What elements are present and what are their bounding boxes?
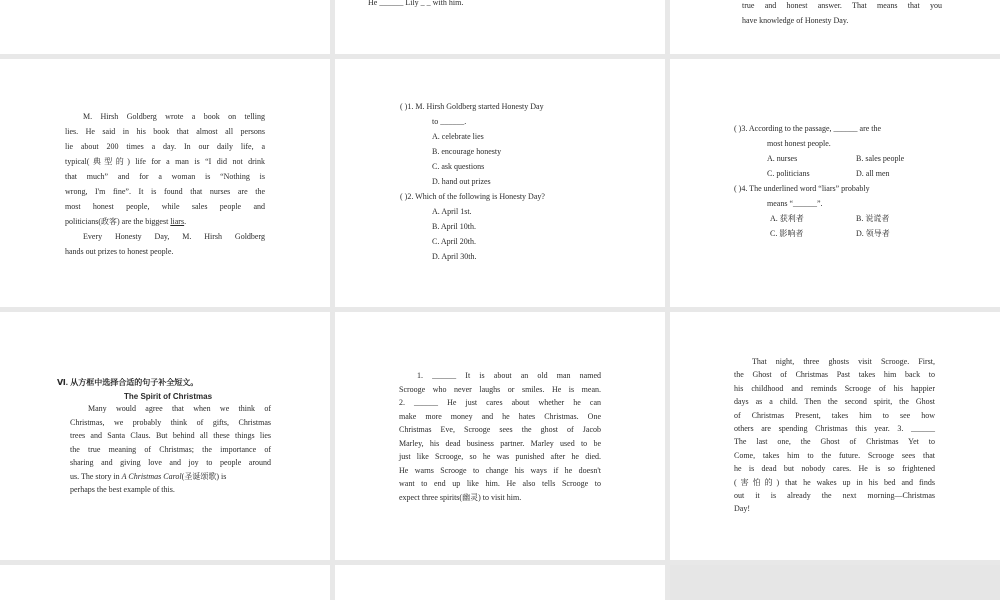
christmas-line-text: us. The story in — [70, 471, 122, 481]
christmas-line: Christmas, we probably think of gifts, Christmas — [70, 417, 271, 427]
page-cell-r3-left — [0, 565, 330, 600]
ghosts-line: others are spending Christmas this year. 3. ______ — [734, 424, 935, 434]
honesty-text-line-2: have knowledge of Honesty Day. — [742, 16, 849, 25]
page-cell-questions-1-2 — [335, 59, 665, 307]
scrooge-line: just like Scrooge, so he was punished after he died. — [399, 452, 601, 461]
christmas-passage — [70, 402, 271, 497]
question-3-stem-cont: most honest people. — [767, 139, 831, 148]
goldberg-line: lie about 200 times a day. In our daily life, a — [65, 142, 265, 151]
ghosts-line: out it is already the next morning—Christmas — [734, 491, 935, 501]
question-3-stem: ( )3. According to the passage, ______ are the — [734, 124, 882, 133]
ghosts-line: his childhood and reminds Scrooge of his happier — [734, 383, 935, 393]
question-1-option: D. hand out prizes — [432, 177, 491, 186]
page-cell-r3-middle — [335, 565, 665, 600]
scrooge-line: 1. ______ It is about an old man named — [417, 371, 601, 380]
question-2-option: D. April 30th. — [432, 252, 477, 261]
ghosts-passage — [734, 355, 935, 516]
scrooge-line: Christmas Eve, Scrooge sees the ghost of Jacob — [399, 425, 601, 434]
question-1-stem: ( )1. M. Hirsh Goldberg started Honesty Day — [400, 102, 544, 111]
question-1-option: A. celebrate lies — [432, 132, 484, 141]
ghosts-line: The last one, the Ghost of Christmas Yet to — [734, 437, 935, 447]
page-cell-ghosts — [670, 312, 1000, 560]
page-cell-r0-right — [670, 0, 1000, 54]
christmas-line: Many would agree that when we think of — [88, 404, 271, 413]
christmas-line: trees and Santa Claus. But behind all these things lies — [70, 431, 271, 440]
christmas-line-text: (圣诞颂歌) is — [181, 471, 227, 481]
goldberg-line: M. Hirsh Goldberg wrote a book on telling — [83, 112, 265, 121]
goldberg-line: lies. He said in his book that almost all persons — [65, 127, 265, 136]
christmas-line-carol — [70, 470, 271, 484]
christmas-line: sharing and giving love and joy to people around — [70, 458, 271, 467]
ghosts-line: (害怕的) that he wakes up in his bed and finds — [734, 477, 935, 487]
goldberg-line: Every Honesty Day, M. Hirsh Goldberg — [83, 232, 265, 241]
ghosts-line: Day! — [734, 504, 750, 514]
scrooge-line: Marley, his dead business partner. Marley used to be — [399, 438, 601, 448]
christmas-line: the true meaning of Christmas; the importance of — [70, 444, 271, 454]
question-2-stem: ( )2. Which of the following is Honesty Day? — [400, 192, 545, 201]
question-2-option: B. April 10th. — [432, 222, 477, 231]
page-cell-r0-middle — [335, 0, 665, 54]
page-cell-r0-left — [0, 0, 330, 54]
question-4-stem-cont: means “______”. — [767, 199, 823, 208]
question-4-option: D. 领导者 — [856, 229, 890, 238]
scrooge-line: want to end up like him. He also tells Scrooge to — [399, 479, 601, 488]
page-cell-questions-3-4 — [670, 59, 1000, 307]
ghosts-line: the Ghost of Christmas Past takes him back to — [734, 370, 935, 380]
goldberg-line: that much” and for a woman is “Nothing is — [65, 172, 265, 181]
question-3-option: D. all men — [856, 169, 890, 178]
scrooge-line: make more money and he hates Christmas. One — [399, 411, 601, 421]
page-cell-section-vi — [0, 312, 330, 560]
question-4-option: A. 获利者 — [770, 214, 804, 223]
goldberg-line: wrong, I'm fine”. It is found that nurses are the — [65, 187, 265, 196]
goldberg-line: typical(典型的) life for a man is “I did not drink — [65, 157, 265, 166]
question-3-option: B. sales people — [856, 154, 905, 163]
section-vi-heading: Ⅵ. 从方框中选择合适的句子补全短文。 — [57, 378, 199, 387]
question-1-stem-cont: to ______. — [432, 117, 467, 126]
page-cell-scrooge — [335, 312, 665, 560]
question-4-option: C. 影响者 — [770, 229, 804, 238]
christmas-line: perhaps the best example of this. — [70, 485, 175, 494]
scrooge-line: expect three spirits(幽灵) to visit him. — [399, 492, 522, 502]
ghosts-line: he is dead but nobody cares. He is so frightened — [734, 464, 935, 474]
scrooge-line: He warns Scrooge to change his ways if he doesn't — [399, 465, 601, 475]
question-3-option: A. nurses — [767, 154, 798, 163]
honesty-text-line-1: true and honest answer. That means that you — [742, 1, 942, 10]
question-3-option: C. politicians — [767, 169, 810, 178]
page-cell-goldberg — [0, 59, 330, 307]
question-1-option: C. ask questions — [432, 162, 485, 171]
question-2-option: A. April 1st. — [432, 207, 472, 216]
page-cell-r3-right-empty — [670, 565, 1000, 600]
ghosts-line: days as a child. Then the second spirit, the Ghost — [734, 397, 935, 407]
question-4-option: B. 说谎者 — [856, 214, 890, 223]
goldberg-line-text: politicians(政客) are the biggest — [65, 217, 171, 226]
ghosts-line: That night, three ghosts visit Scrooge. First, — [752, 357, 935, 366]
question-1-option: B. encourage honesty — [432, 147, 502, 156]
underlined-word: liars — [170, 217, 185, 226]
punctuation: . — [184, 217, 187, 226]
goldberg-line: hands out prizes to honest people. — [65, 247, 174, 256]
question-2-option: C. April 20th. — [432, 237, 477, 246]
scrooge-line: 2. ______ He just cares about whether he can — [399, 398, 601, 407]
scrooge-line: Scrooge who never laughs or smiles. He is mean. — [399, 384, 601, 394]
question-4-stem: ( )4. The underlined word “liars” probably — [734, 184, 870, 193]
book-title: A Christmas Carol — [121, 471, 182, 481]
goldberg-passage — [65, 109, 265, 259]
ghosts-line: of Christmas Present, takes him to see how — [734, 410, 935, 420]
scrooge-passage — [399, 369, 601, 504]
goldberg-line: most honest people, while sales people and — [65, 202, 265, 211]
ghosts-line: Come, takes him to the future. Scrooge sees that — [734, 450, 935, 460]
passage-title: The Spirit of Christmas — [124, 392, 213, 401]
goldberg-line-liars — [65, 214, 265, 229]
fill-blank-fragment: He ______ Lily _ _ with him. — [368, 0, 464, 7]
